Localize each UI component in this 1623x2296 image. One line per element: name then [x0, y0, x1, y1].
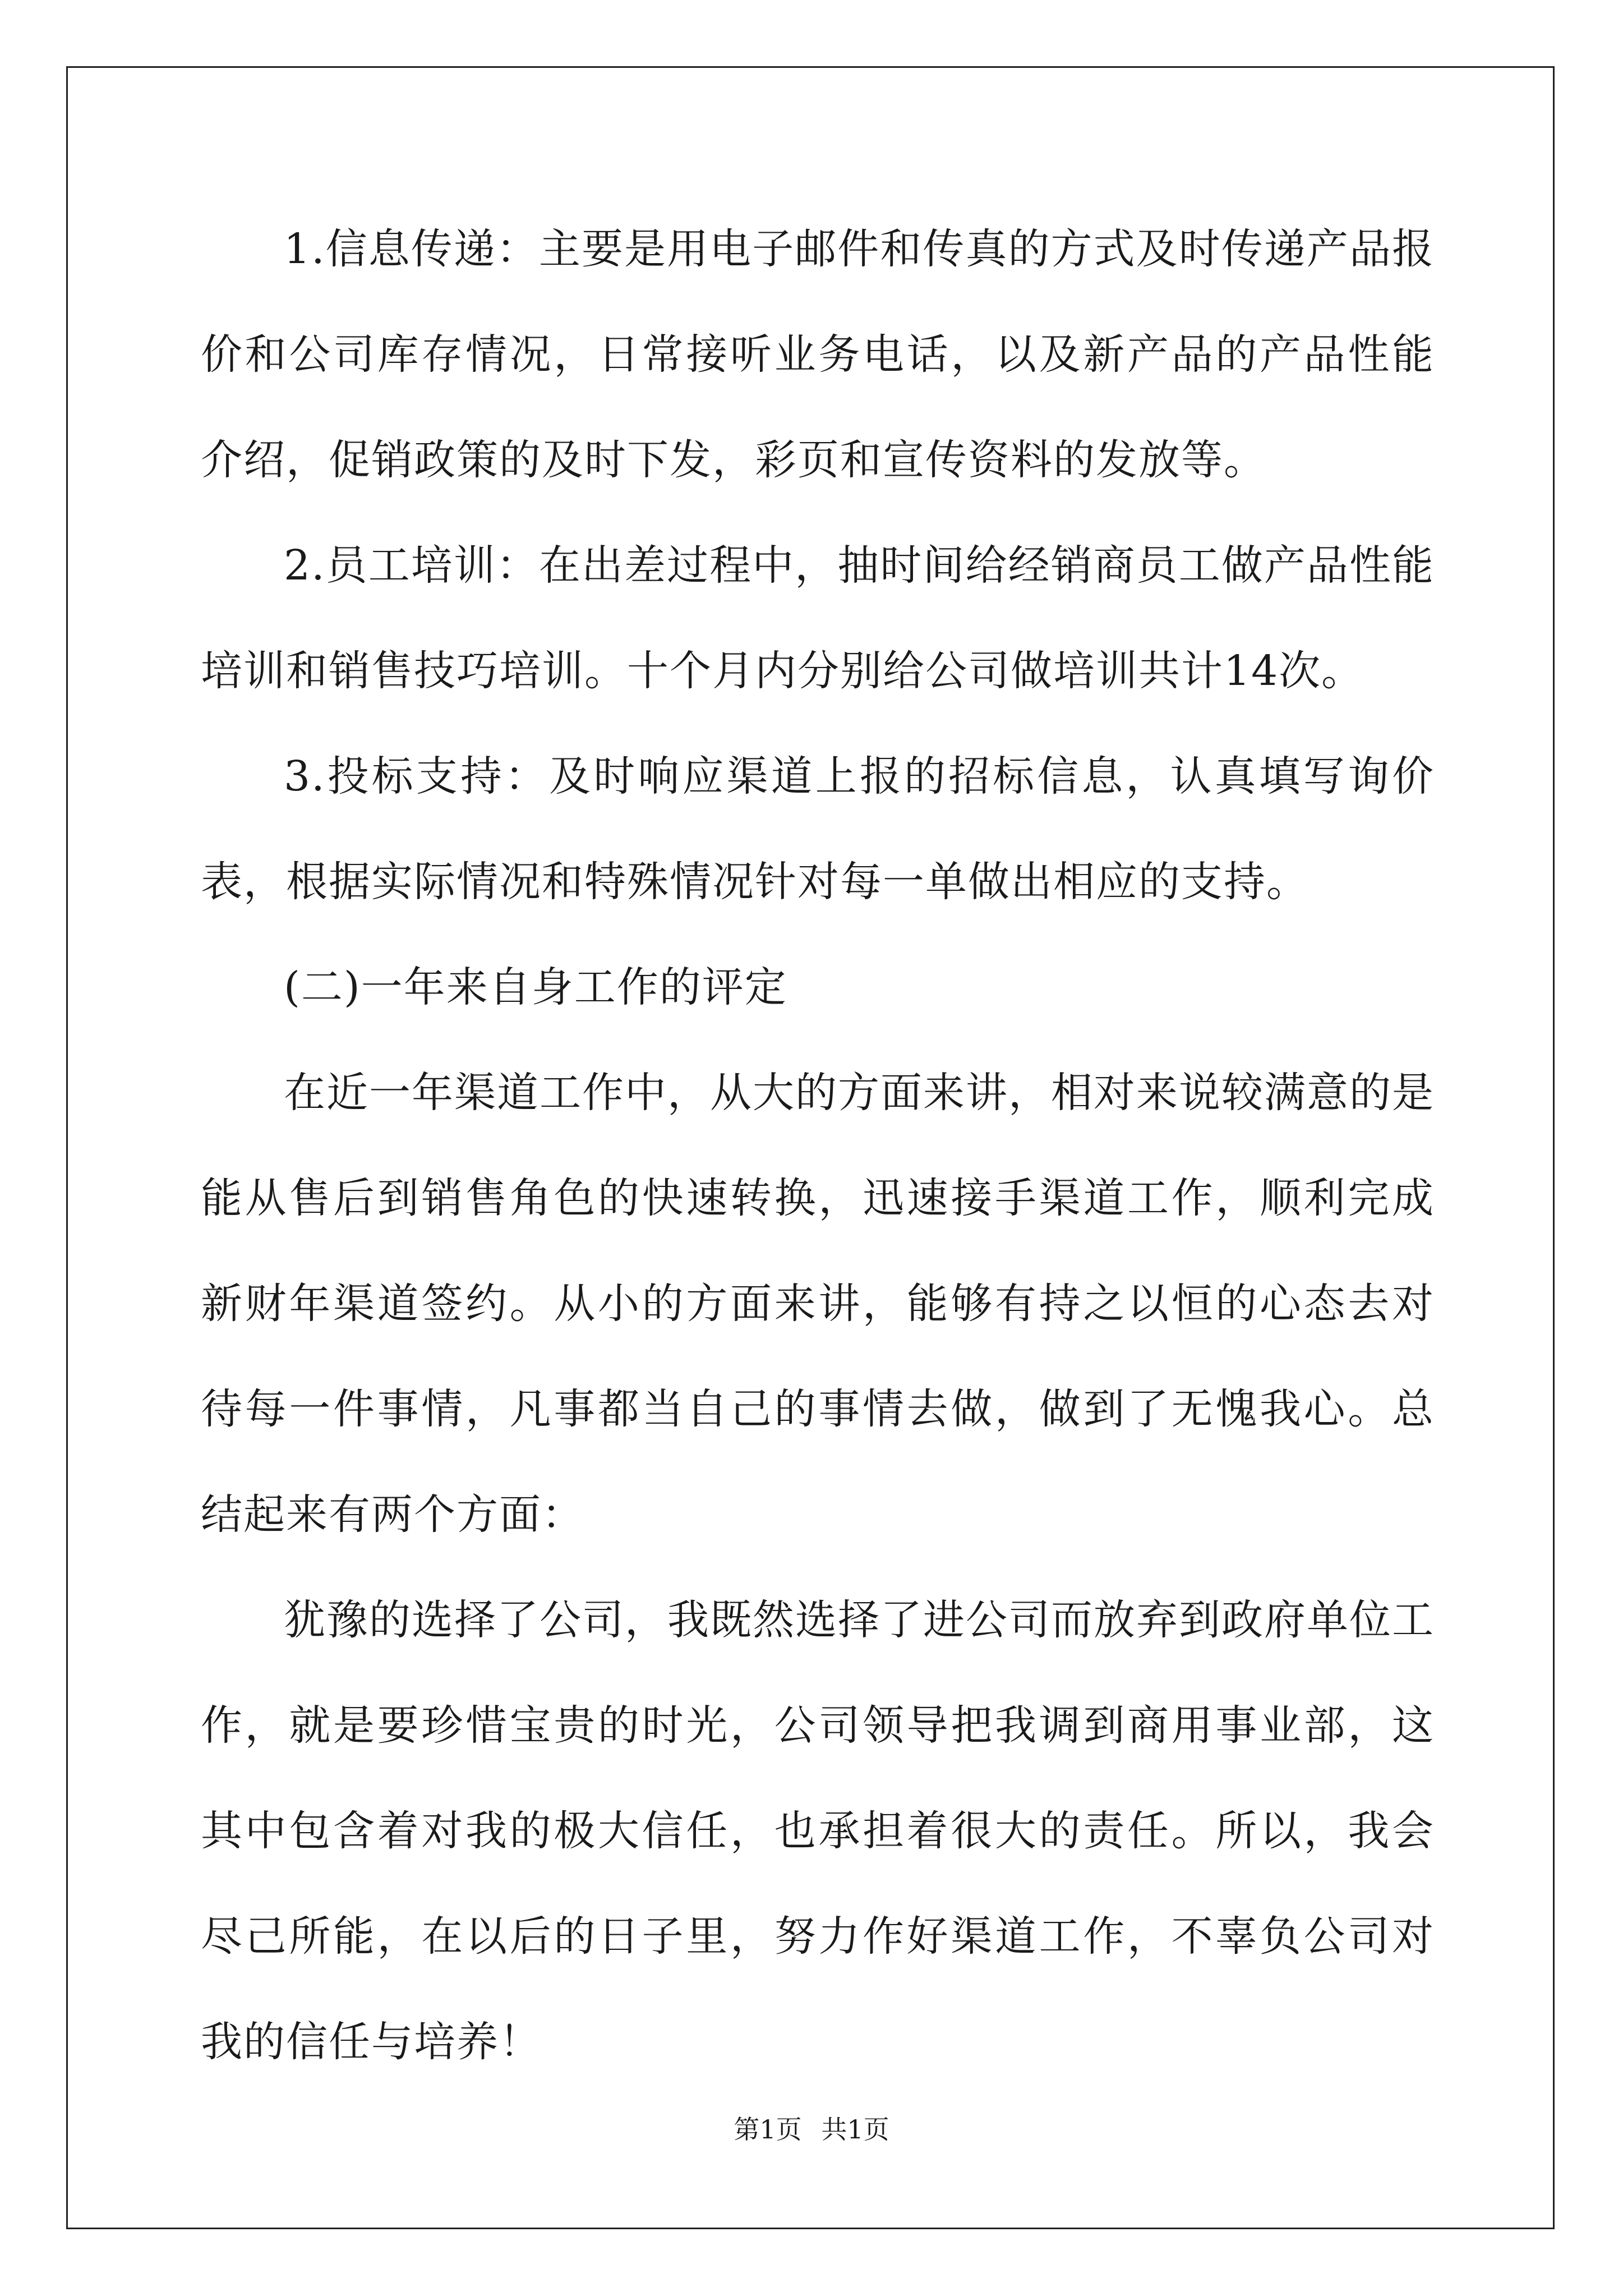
paragraph-evaluation: 在近一年渠道工作中，从大的方面来讲，相对来说较满意的是能从售后到销售角色的快速转换，迅速接手渠道工作，顺利完成新财年渠道签约。从小的方面来讲，能够有持之以恒的心态去对待每一件事情，凡事都当自己的事情去做，做到了无愧我心。总结起来有两个方面： — [201, 1069, 1435, 1539]
page-footer — [0, 2109, 1623, 2146]
paragraph-info-delivery: 1.信息传递：主要是用电子邮件和传真的方式及时传递产品报价和公司库存情况，日常接听业务电话，以及新产品的产品性能介绍，促销政策的及时下发，彩页和宣传资料的发放等。 — [201, 225, 1435, 484]
section-heading-self-evaluation: (二)一年来自身工作的评定 — [284, 963, 787, 1011]
paragraph-staff-training: 2.员工培训：在出差过程中，抽时间给经销商员工做产品性能培训和销售技巧培训。十个月内分别给公司做培训共计14次。 — [201, 541, 1435, 695]
paragraph-bid-support: 3.投标支持：及时响应渠道上报的招标信息，认真填写询价表，根据实际情况和特殊情况针对每一单做出相应的支持。 — [201, 752, 1435, 906]
document-body — [201, 196, 1435, 2095]
page-number-total: 共1页 — [821, 2114, 889, 2145]
page-number-current: 第1页 — [734, 2114, 802, 2145]
paragraph-commitment: 犹豫的选择了公司，我既然选择了进公司而放弃到政府单位工作，就是要珍惜宝贵的时光，公司领导把我调到商用事业部，这其中包含着对我的极大信任，也承担着很大的责任。所以，我会尽己所能，在以后的日子里，努力作好渠道工作，不辜负公司对我的信任与培养！ — [201, 1596, 1435, 2066]
